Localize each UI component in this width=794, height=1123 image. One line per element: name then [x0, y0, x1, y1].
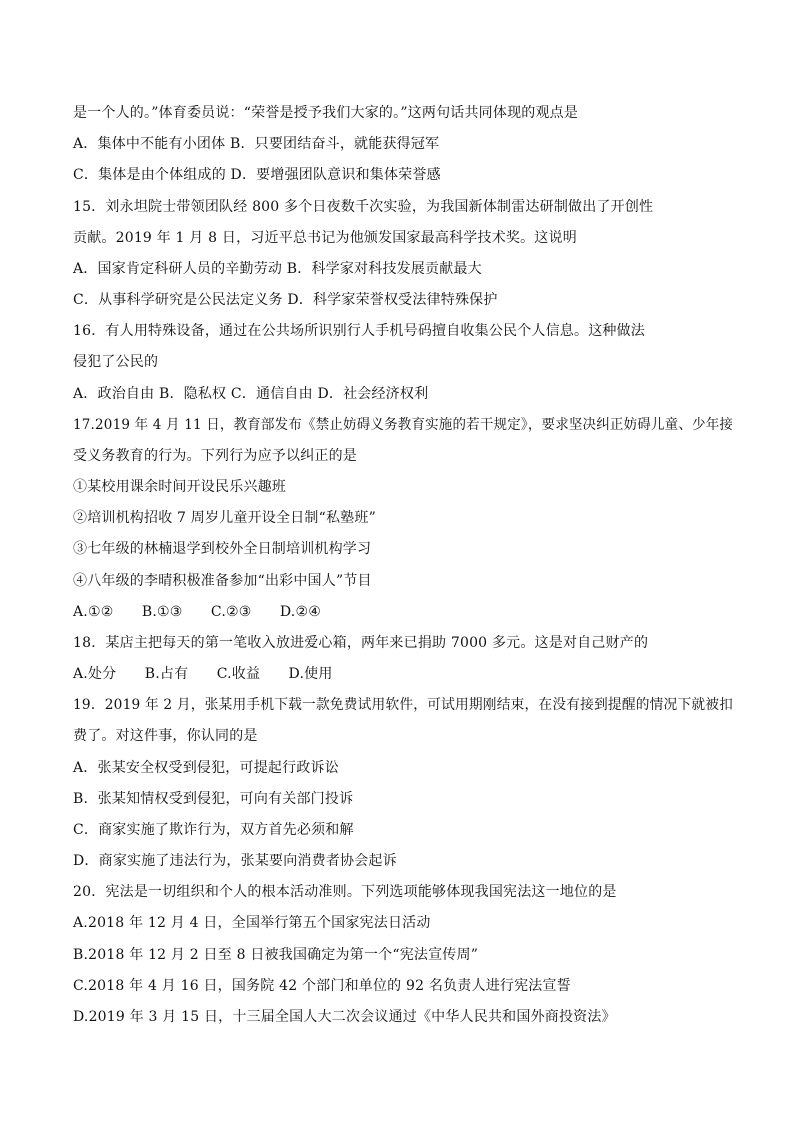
option-line: C．从事科学研究是公民法定义务 D．科学家荣誉权受法律特殊保护 — [73, 292, 498, 308]
text-line: 是一个人的。”体育委员说：“荣誉是授予我们大家的。”这两句话共同体现的观点是 — [73, 105, 579, 121]
option-line: A．张某安全权受到侵犯，可提起行政诉讼 — [73, 760, 339, 776]
question-19: 19．2019 年 2 月，张某用手机下载一款免费试用软件，可试用期刚结束，在没有接到提醒的情况下就被扣 — [73, 697, 734, 713]
option-line: C.2018 年 4 月 16 日，国务院 42 个部门和单位的 92 名负责人进行宪法宣誓 — [73, 978, 571, 994]
text-line: 受义务教育的行为。下列行为应予以纠正的是 — [73, 448, 357, 464]
option-line: D.2019 年 3 月 15 日，十三届全国人大二次会议通过《中华人民共和国外商投资法》 — [73, 1009, 616, 1025]
question-17: 17.2019 年 4 月 11 日，教育部发布《禁止妨碍义务教育实施的若干规定》，要求坚决纠正妨碍儿童、少年接 — [73, 417, 734, 433]
statement-line: ③七年级的林楠退学到校外全日制培训机构学习 — [73, 541, 372, 557]
statement-line: ②培训机构招收 7 周岁儿童开设全日制“私塾班” — [73, 510, 376, 526]
option-line: A．集体中不能有小团体 B．只要团结奋斗，就能获得冠军 — [73, 136, 440, 152]
question-15: 15．刘永坦院士带领团队经 800 多个日夜数千次实验，为我国新体制雷达研制做出了开创性 — [73, 199, 654, 215]
text-line: 贡献。2019 年 1 月 8 日，习近平总书记为他颁发国家最高科学技术奖。这说明 — [73, 230, 577, 246]
option-line: A．政治自由 B．隐私权 C．通信自由 D．社会经济权利 — [73, 386, 429, 402]
option-line: A.处分 B.占有 C.收益 D.使用 — [73, 666, 333, 682]
option-line: B．张某知情权受到侵犯，可向有关部门投诉 — [73, 791, 354, 807]
option-line: A．国家肯定科研人员的辛勤劳动 B．科学家对科技发展贡献最大 — [73, 261, 482, 277]
option-line: C．商家实施了欺诈行为，双方首先必须和解 — [73, 822, 354, 838]
option-line: D．商家实施了违法行为，张某要向消费者协会起诉 — [73, 853, 397, 869]
question-20: 20．宪法是一切组织和个人的根本活动准则。下列选项能够体现我国宪法这一地位的是 — [73, 884, 617, 900]
question-18: 18．某店主把每天的第一笔收入放进爱心箱，两年来已捐助 7000 多元。这是对自己财产的 — [73, 635, 649, 651]
text-line: 费了。对这件事，你认同的是 — [73, 728, 258, 744]
option-line: A.2018 年 12 月 4 日，全国举行第五个国家宪法日活动 — [73, 915, 431, 931]
statement-line: ①某校用课余时间开设民乐兴趣班 — [73, 479, 286, 495]
option-line: C．集体是由个体组成的 D．要增强团队意识和集体荣誉感 — [73, 167, 441, 183]
text-line: 侵犯了公民的 — [73, 354, 159, 370]
option-line: A.①② B.①③ C.②③ D.②④ — [73, 604, 321, 620]
question-16: 16．有人用特殊设备，通过在公共场所识别行人手机号码擅自收集公民个人信息。这种做法 — [73, 323, 646, 339]
statement-line: ④八年级的李晴积极准备参加“出彩中国人”节目 — [73, 573, 372, 589]
option-line: B.2018 年 12 月 2 日至 8 日被我国确定为第一个“宪法宣传周” — [73, 947, 479, 963]
